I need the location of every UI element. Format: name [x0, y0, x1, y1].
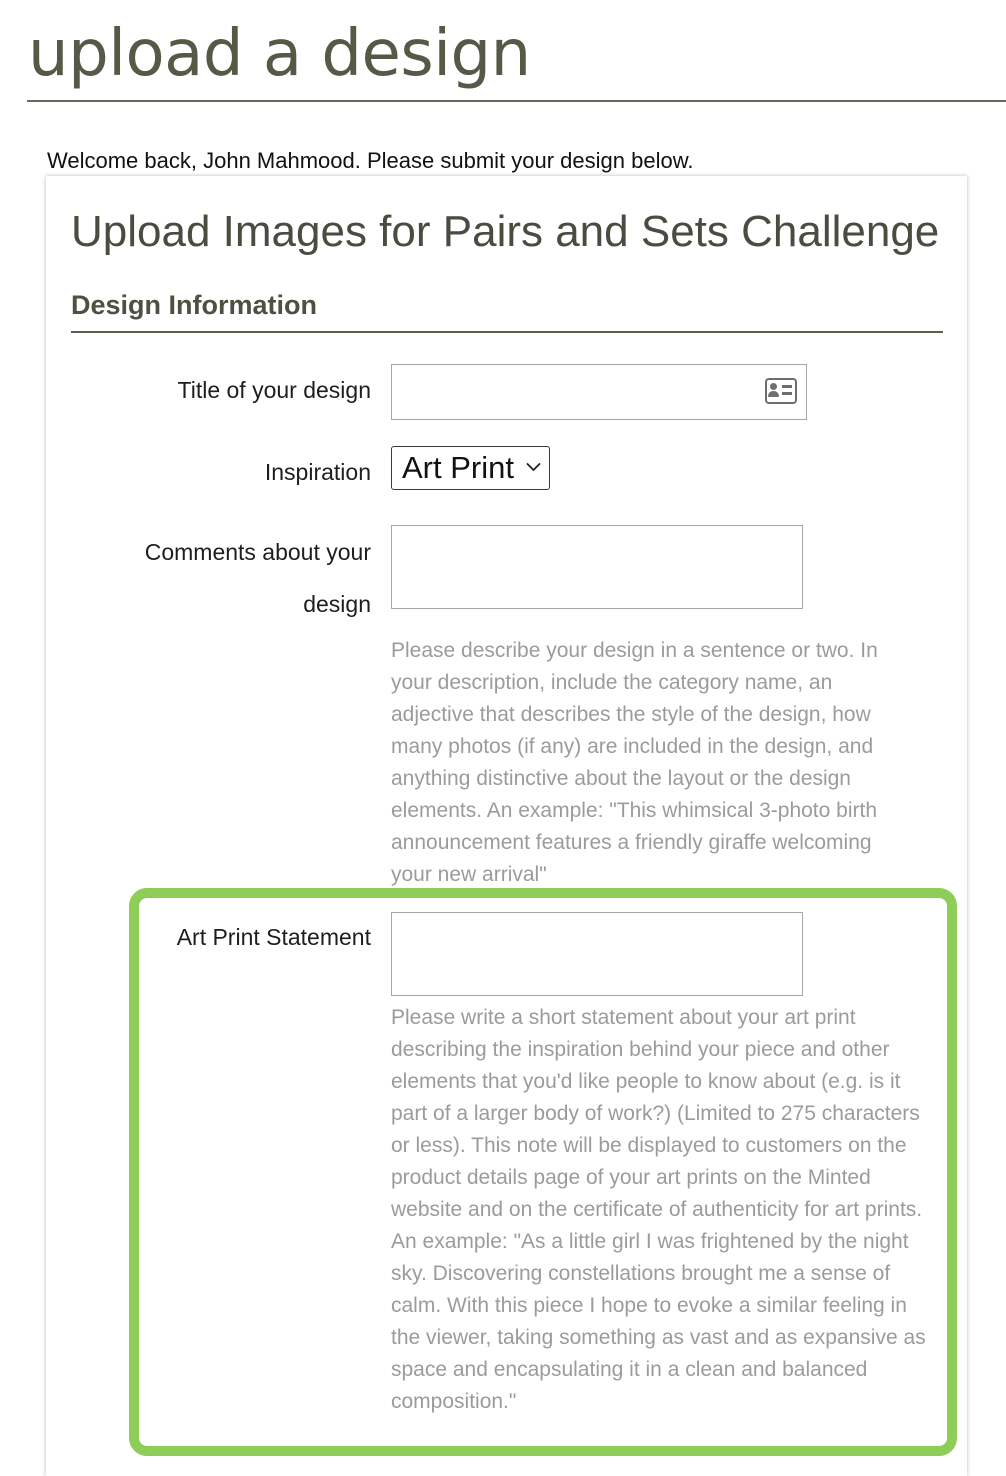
welcome-message: Welcome back, John Mahmood. Please submit your design below.	[47, 148, 694, 173]
comments-textarea[interactable]	[391, 525, 803, 609]
design-title-input[interactable]	[391, 364, 807, 420]
inspiration-select[interactable]	[391, 446, 550, 490]
chevron-down-icon	[526, 462, 541, 472]
comments-help-text: Please describe your design in a sentence or two. In your description, include the category name, an adjective that describes the style of the design, how many photos (if any) are included in the design, and anything distinctive about the layout or the design elements. An example: "This whimsical 3-photo birth announcement features a friendly giraffe welcoming your new arrival"	[391, 639, 878, 886]
page-title: upload a design	[28, 17, 531, 91]
upload-form-card	[46, 176, 967, 1476]
art-print-statement-textarea[interactable]	[391, 912, 803, 996]
section-divider	[71, 331, 943, 333]
design-title-label: Title of your design	[177, 377, 371, 403]
card-title: Upload Images for Pairs and Sets Challenge	[71, 207, 940, 256]
section-title: Design Information	[71, 290, 318, 320]
art-print-statement-help-text: Please write a short statement about your art print describing the inspiration behind your piece and other elements that you'd like people to know about (e.g. is it part of a larger body of work?) (Limited to 275 characters or less). This note will be displayed to customers on the product details page of your art prints on the Minted website and on the certificate of authenticity for art prints. An example: "As a little girl I was frightened by the night sky. Discovering constellations brought me a sense of calm. With this piece I hope to evoke a similar feeling in the viewer, taking something as vast and as expansive as space and encapsulating it in a clean and balanced composition."	[391, 1006, 926, 1413]
contact-card-icon[interactable]	[765, 378, 797, 404]
comments-label: Comments about your design	[144, 539, 371, 617]
inspiration-selected-value: Art Print	[402, 450, 514, 485]
inspiration-label: Inspiration	[264, 459, 371, 485]
title-divider	[27, 100, 1006, 102]
art-print-statement-label: Art Print Statement	[176, 924, 371, 950]
